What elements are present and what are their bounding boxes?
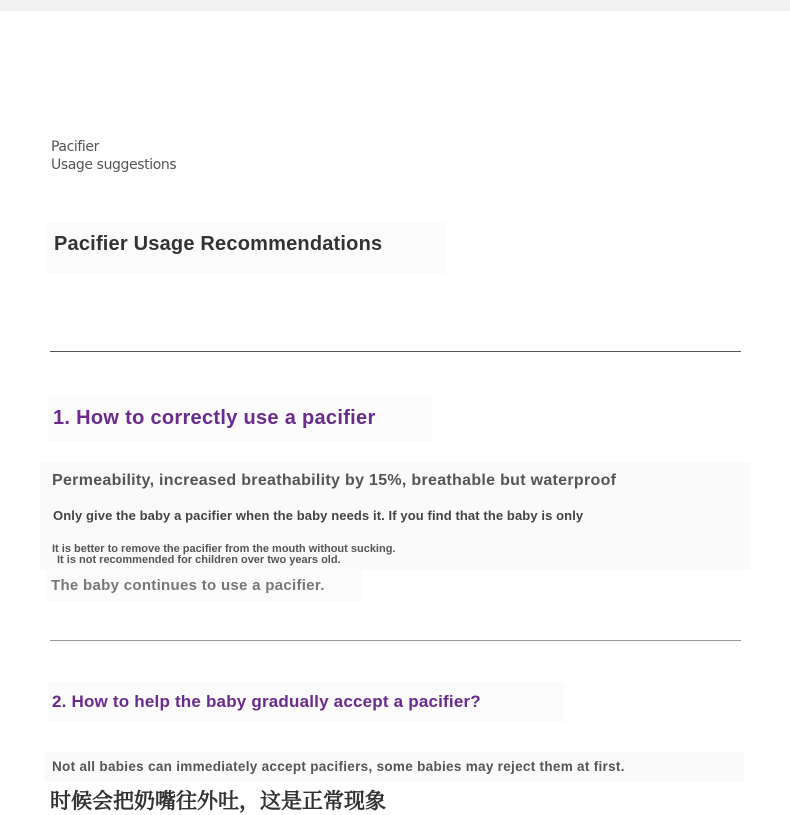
section2-heading: 2. How to help the baby gradually accept a pacifier? — [52, 692, 481, 711]
divider-middle — [50, 640, 741, 641]
page-title: Pacifier Usage Recommendations — [54, 233, 383, 255]
top-bar — [0, 0, 790, 11]
section1-heading-block — [48, 396, 432, 442]
section2-line1: Not all babies can immediately accept pacifiers, some babies may reject them at first. — [52, 759, 625, 774]
small-heading-line2: Usage suggestions — [51, 157, 177, 173]
divider-top — [50, 351, 741, 352]
section2-line2: 时候会把奶嘴往外吐，这是正常现象 — [50, 789, 386, 813]
small-heading — [51, 138, 176, 174]
section1-line1: Permeability, increased breathability by 15%, breathable but waterproof — [52, 472, 617, 489]
section1-line5: The baby continues to use a pacifier. — [51, 577, 325, 594]
section1-line4: It is not recommended for children over two years old. — [57, 554, 341, 566]
section1-line2: Only give the baby a pacifier when the baby needs it. If you find that the baby is only — [53, 508, 584, 523]
section2-heading-block — [48, 682, 564, 722]
main-title-block — [47, 222, 445, 274]
section1-line3: It is better to remove the pacifier from the mouth without sucking. — [52, 543, 396, 555]
small-heading-line1: Pacifier — [51, 139, 99, 155]
section1-heading: 1. How to correctly use a pacifier — [53, 407, 376, 429]
